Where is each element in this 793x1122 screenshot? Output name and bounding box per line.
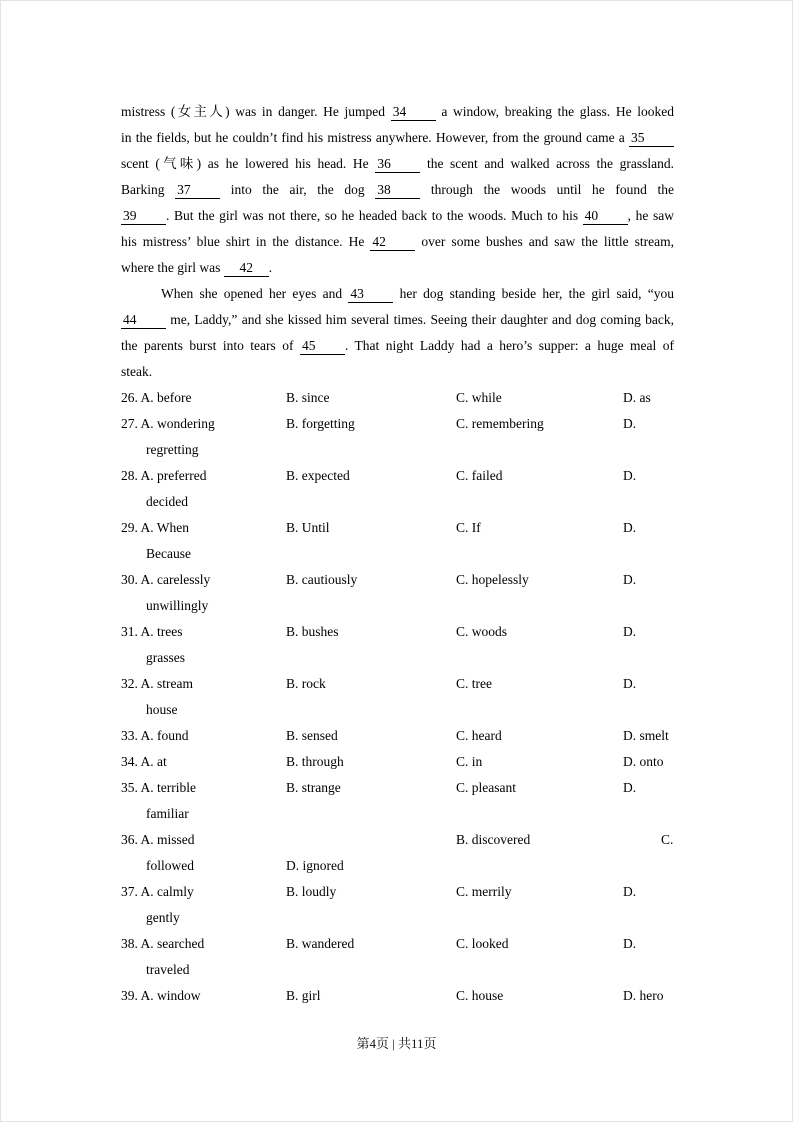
blank-34: 34 <box>391 103 436 121</box>
option-cell: D. <box>623 416 637 431</box>
option-cell: grasses <box>146 650 185 665</box>
option-row <box>121 463 674 489</box>
blank-40: 40 <box>583 207 628 225</box>
option-cell: D. <box>623 936 637 951</box>
option-cell: C. looked <box>456 936 509 951</box>
option-cell: 29. A. When <box>121 520 189 535</box>
option-cell: C. house <box>456 988 504 1003</box>
passage-line <box>121 333 674 359</box>
option-cell: D. <box>623 468 637 483</box>
option-row <box>121 957 674 983</box>
passage-text: steak. <box>121 364 153 379</box>
option-cell: familiar <box>146 806 189 821</box>
passage-line <box>121 307 674 333</box>
option-row <box>121 619 674 645</box>
passage-text: . But the girl was not there, so he headed back to the woods. Much to his <box>166 208 583 223</box>
blank-36: 36 <box>375 155 420 173</box>
option-cell: 27. A. wondering <box>121 416 215 431</box>
option-row <box>121 411 674 437</box>
option-cell: D. as <box>623 390 651 405</box>
blank-45: 45 <box>300 337 345 355</box>
option-row <box>121 801 674 827</box>
option-row <box>121 827 674 853</box>
option-cell: 28. A. preferred <box>121 468 207 483</box>
passage-text: a window, breaking the glass. He looked <box>435 104 674 119</box>
option-cell: 38. A. searched <box>121 936 205 951</box>
option-row <box>121 385 674 411</box>
option-cell: 39. A. window <box>121 988 201 1003</box>
option-row <box>121 983 674 1009</box>
option-cell: D. <box>623 572 637 587</box>
passage-line <box>121 255 674 281</box>
passage-line <box>121 229 674 255</box>
passage-text: her dog standing beside her, the girl said, “you <box>393 286 674 301</box>
option-cell: 32. A. stream <box>121 676 193 691</box>
option-cell: B. sensed <box>286 728 338 743</box>
passage-line <box>121 281 674 307</box>
option-cell: gently <box>146 910 180 925</box>
option-cell: B. strange <box>286 780 341 795</box>
option-cell: 30. A. carelessly <box>121 572 211 587</box>
option-cell: D. ignored <box>286 858 344 873</box>
option-cell: 36. A. missed <box>121 832 195 847</box>
passage-text: . That night Laddy had a hero’s supper: a huge meal of <box>344 338 674 353</box>
passage-text: over some bushes and saw the little stream, <box>415 234 674 249</box>
passage-line <box>121 125 674 151</box>
blank-38: 38 <box>375 181 420 199</box>
passage-line <box>121 359 674 385</box>
passage-text: Barking <box>121 182 176 197</box>
option-cell: C. If <box>456 520 481 535</box>
option-row <box>121 645 674 671</box>
option-cell: D. onto <box>623 754 664 769</box>
option-cell: B. through <box>286 754 344 769</box>
blank-44: 44 <box>121 311 166 329</box>
option-cell: Because <box>146 546 191 561</box>
option-cell: regretting <box>146 442 199 457</box>
option-row <box>121 437 674 463</box>
blank-42: 42 <box>370 233 415 251</box>
option-row <box>121 723 674 749</box>
option-cell: D. hero <box>623 988 664 1003</box>
option-cell: C. remembering <box>456 416 544 431</box>
blank-35: 35 <box>629 129 674 147</box>
option-cell: C. pleasant <box>456 780 516 795</box>
option-cell: C. tree <box>456 676 492 691</box>
option-row <box>121 879 674 905</box>
page-number: 第4页 | 共11页 <box>356 1036 437 1051</box>
option-cell: 37. A. calmly <box>121 884 194 899</box>
option-cell: D. <box>623 520 637 535</box>
option-cell: decided <box>146 494 188 509</box>
option-cell: B. wandered <box>286 936 355 951</box>
option-row <box>121 853 674 879</box>
passage <box>121 99 674 385</box>
passage-text: . <box>268 260 273 275</box>
option-cell: B. forgetting <box>286 416 355 431</box>
option-cell: B. girl <box>286 988 321 1003</box>
option-cell: D. <box>623 676 637 691</box>
option-cell: followed <box>146 858 194 873</box>
options-grid <box>121 385 674 1009</box>
option-cell: C. in <box>456 754 483 769</box>
option-cell: C. <box>661 832 674 847</box>
option-row <box>121 671 674 697</box>
option-cell: traveled <box>146 962 190 977</box>
option-cell: 35. A. terrible <box>121 780 196 795</box>
blank-43: 43 <box>348 285 393 303</box>
option-cell: B. cautiously <box>286 572 358 587</box>
option-cell: D. <box>623 624 637 639</box>
passage-line <box>121 177 674 203</box>
option-row <box>121 593 674 619</box>
passage-text: mistress (女主人) was in danger. He jumped <box>121 104 391 119</box>
option-row <box>121 697 674 723</box>
passage-text: me, Laddy,” and she kissed him several times. Seeing their daughter and dog coming back, <box>166 312 674 327</box>
option-cell: C. merrily <box>456 884 512 899</box>
blank-37: 37 <box>175 181 220 199</box>
passage-line <box>121 203 674 229</box>
passage-text: the scent and walked across the grassland. <box>420 156 674 171</box>
option-cell: C. hopelessly <box>456 572 529 587</box>
option-cell: 26. A. before <box>121 390 192 405</box>
passage-text: scent (气味) as he lowered his head. He <box>121 156 376 171</box>
option-cell: house <box>146 702 178 717</box>
option-row <box>121 515 674 541</box>
option-cell: B. rock <box>286 676 326 691</box>
option-row <box>121 749 674 775</box>
option-cell: C. failed <box>456 468 503 483</box>
passage-text: where the girl was <box>121 260 224 275</box>
passage-text: through the woods until he found the <box>420 182 674 197</box>
option-row <box>121 489 674 515</box>
blank-42: 42 <box>224 259 269 277</box>
passage-text: , he saw <box>627 208 674 223</box>
option-cell: C. while <box>456 390 502 405</box>
page-content <box>121 99 674 1009</box>
option-cell: B. Until <box>286 520 330 535</box>
passage-text: in the fields, but he couldn’t find his mistress anywhere. However, from the ground came a <box>121 130 629 145</box>
option-cell: D. <box>623 884 637 899</box>
option-cell: B. loudly <box>286 884 337 899</box>
option-row <box>121 541 674 567</box>
passage-text: his mistress’ blue shirt in the distance. He <box>121 234 371 249</box>
passage-text: into the air, the dog <box>220 182 376 197</box>
option-row <box>121 567 674 593</box>
option-row <box>121 775 674 801</box>
option-cell: C. woods <box>456 624 508 639</box>
option-cell: B. since <box>286 390 330 405</box>
passage-line <box>121 99 674 125</box>
option-row <box>121 905 674 931</box>
passage-text: When she opened her eyes and <box>161 286 349 301</box>
option-cell: B. expected <box>286 468 350 483</box>
option-cell: unwillingly <box>146 598 209 613</box>
option-cell: D. <box>623 780 637 795</box>
option-cell: 31. A. trees <box>121 624 183 639</box>
option-cell: 34. A. at <box>121 754 167 769</box>
option-cell: D. smelt <box>623 728 669 743</box>
option-cell: C. heard <box>456 728 502 743</box>
passage-line <box>121 151 674 177</box>
page-footer <box>1 1033 792 1052</box>
option-cell: B. bushes <box>286 624 339 639</box>
option-row <box>121 931 674 957</box>
option-cell: 33. A. found <box>121 728 189 743</box>
passage-text: the parents burst into tears of <box>121 338 300 353</box>
option-cell: B. discovered <box>456 832 531 847</box>
blank-39: 39 <box>121 207 166 225</box>
